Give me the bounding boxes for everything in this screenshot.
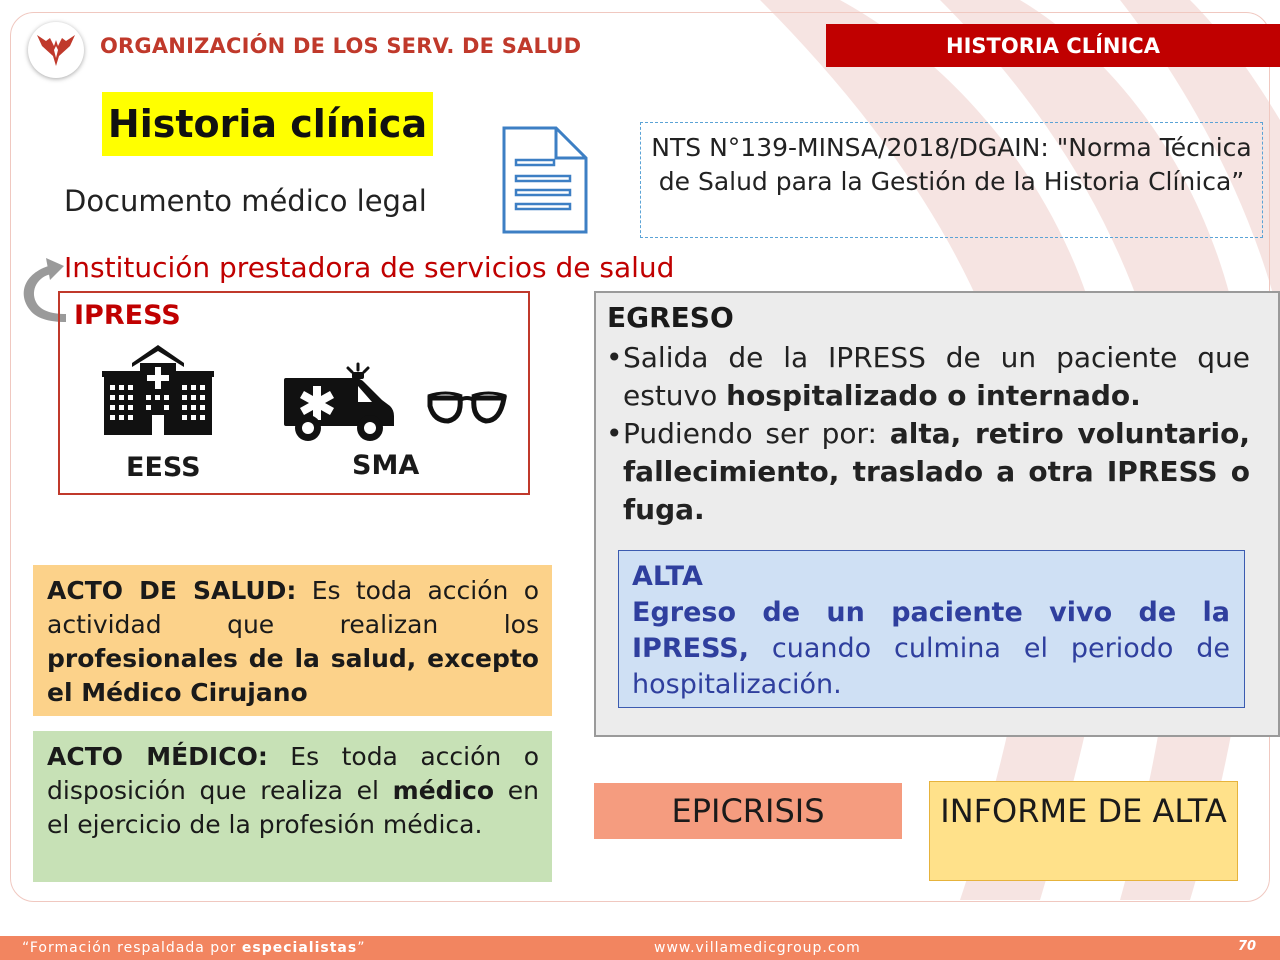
footer-quote-open: “Formación respaldada por: [22, 940, 242, 956]
eess-label: EESS: [126, 452, 201, 483]
egreso-bullet-2-text: Pudiendo ser por:: [623, 417, 890, 450]
page-title: [102, 92, 433, 156]
section-banner: [826, 24, 1280, 67]
footer-quote-bold: especialistas: [241, 940, 358, 956]
ambulance-icon: [282, 362, 396, 448]
footer-quote: [22, 940, 365, 956]
acto-medico-bold: médico: [392, 776, 495, 805]
bullet-dot: •: [606, 417, 623, 450]
alta-definition-bold: Egreso de un paciente vivo de la IPRESS,: [632, 597, 1230, 664]
acto-medico-box: [33, 731, 552, 882]
egreso-bullets: [606, 339, 1250, 529]
phoenix-logo-icon: [28, 22, 84, 78]
footer-quote-close: ”: [357, 940, 366, 956]
document-icon: [500, 124, 590, 240]
egreso-bullet-2-bold: alta, retiro voluntario, fallecimiento, traslado a otra IPRESS o fuga.: [623, 417, 1251, 526]
footer-url-link[interactable]: www.villamedicgroup.com: [654, 940, 861, 956]
nts-reference-text: NTS N°139-MINSA/2018/DGAIN: "Norma Técnica de Salud para la Gestión de la Historia Clínica”: [651, 133, 1252, 196]
hospital-icon: [102, 343, 214, 439]
acto-medico-text: Es toda acción o disposición que realiza el: [47, 742, 540, 805]
ipress-full-name: Institución prestadora de servicios de salud: [64, 251, 675, 284]
page-title-text: Historia clínica: [107, 102, 428, 146]
egreso-bullet-2: [606, 415, 1250, 529]
alta-definition: [632, 595, 1230, 703]
nts-reference-box: [640, 122, 1263, 238]
alta-box: [618, 550, 1245, 708]
epicrisis-label: EPICRISIS: [671, 792, 825, 830]
page-number: 70: [1238, 939, 1257, 954]
org-title: ORGANIZACIÓN DE LOS SERV. DE SALUD: [100, 34, 582, 58]
glasses-icon: [426, 388, 508, 432]
egreso-bullet-1: [606, 339, 1250, 415]
acto-salud-label: ACTO DE SALUD:: [47, 576, 297, 605]
bullet-dot: •: [606, 341, 623, 374]
acto-salud-bold: profesionales de la salud, excepto el Médico Cirujano: [47, 644, 539, 707]
informe-alta-label: INFORME DE ALTA: [940, 792, 1227, 830]
acto-salud-text: Es toda acción o actividad que realizan los: [47, 576, 539, 639]
alta-title: ALTA: [632, 561, 703, 592]
egreso-title: EGRESO: [607, 301, 734, 334]
epicrisis-box: [594, 783, 902, 839]
subtitle: Documento médico legal: [64, 184, 427, 218]
egreso-bullet-1-text: Salida de la IPRESS de un paciente que estuvo: [623, 341, 1250, 412]
acto-medico-label: ACTO MÉDICO:: [47, 742, 268, 771]
informe-alta-box: [929, 781, 1238, 881]
acto-medico-text-end: en el ejercicio de la profesión médica.: [47, 776, 539, 839]
footer-bar: [0, 936, 1280, 960]
alta-definition-text: cuando culmina el periodo de hospitalización.: [632, 633, 1230, 700]
egreso-bullet-1-bold: hospitalizado o internado.: [726, 379, 1141, 412]
sma-label: SMA: [352, 450, 420, 481]
section-title: HISTORIA CLÍNICA: [946, 33, 1160, 58]
ipress-title: IPRESS: [74, 300, 181, 331]
acto-salud-box: [33, 565, 552, 716]
